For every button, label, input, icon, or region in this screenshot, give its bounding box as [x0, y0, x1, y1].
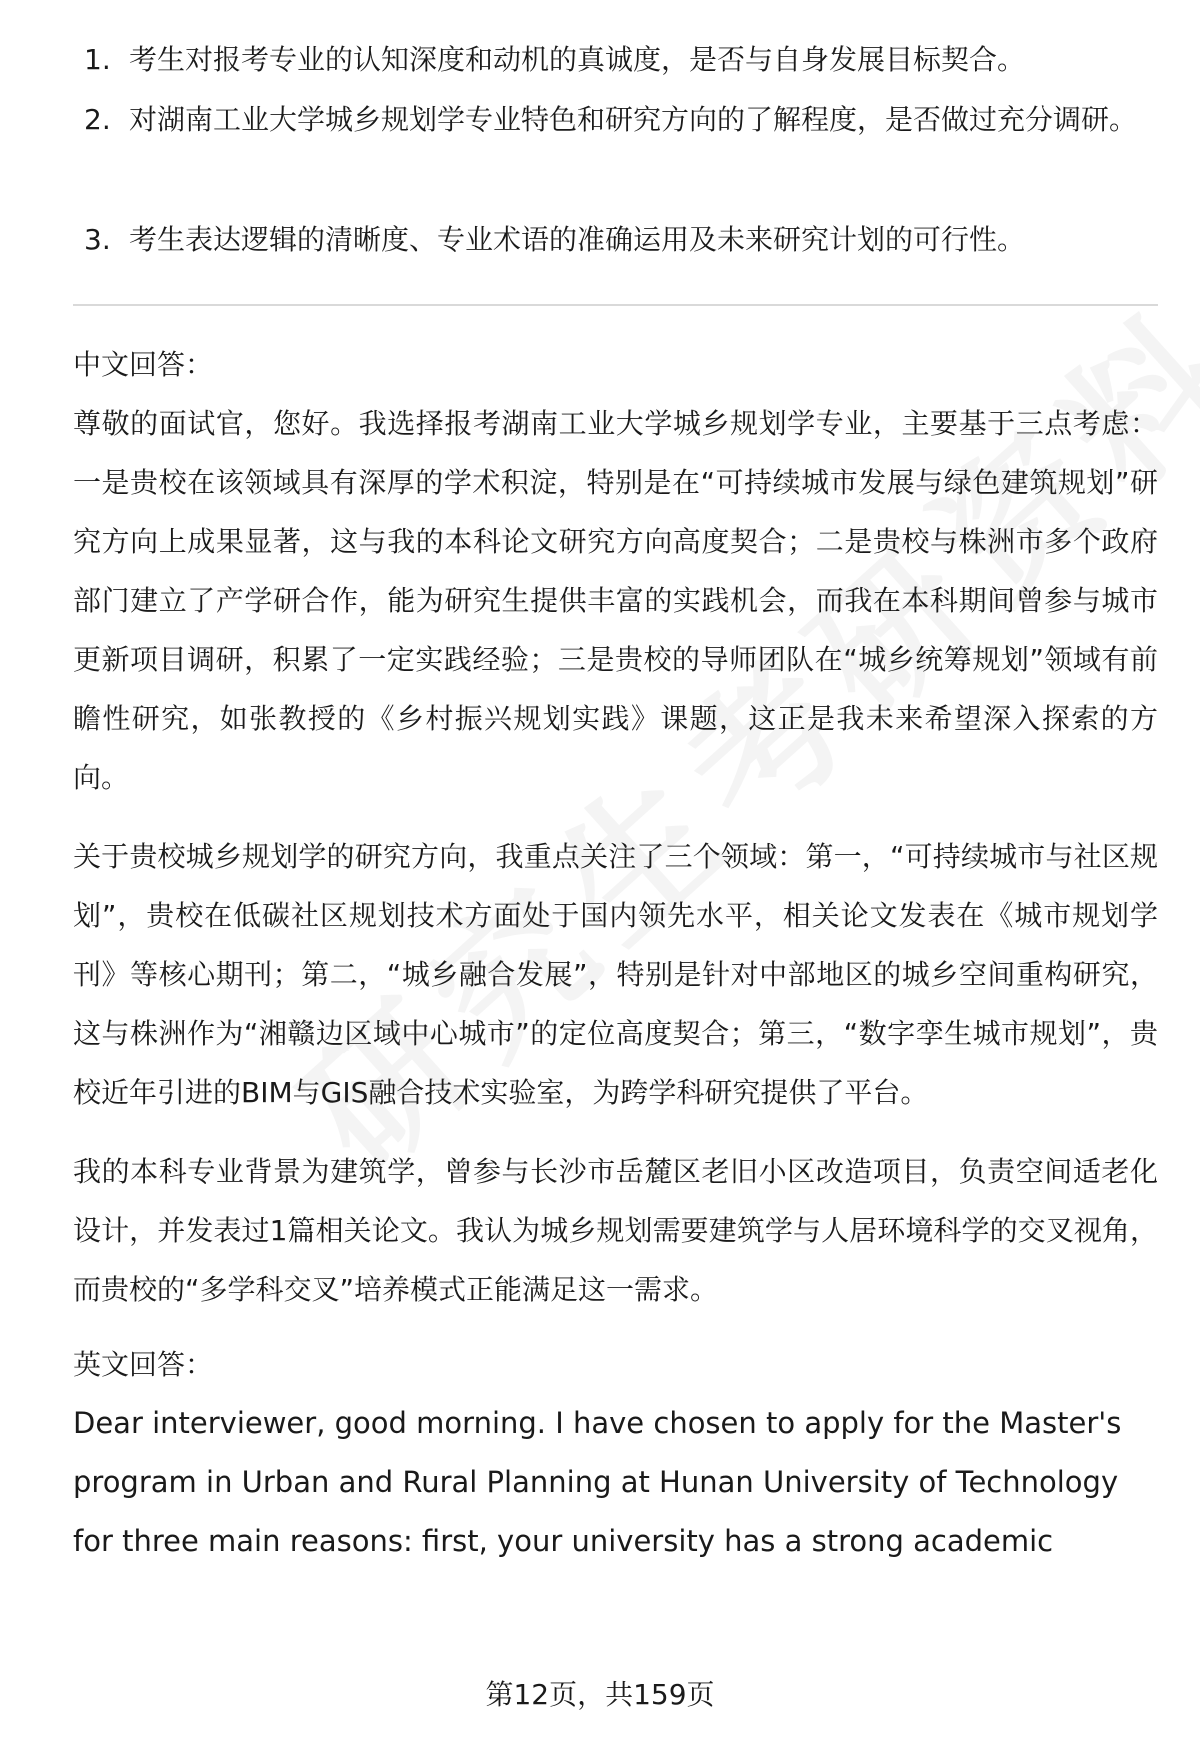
answers-section [73, 335, 1158, 1571]
list-text: 考生对报考专业的认知深度和动机的真诚度，是否与自身发展目标契合。 [129, 43, 1026, 76]
chinese-paragraph: 关于贵校城乡规划学的研究方向，我重点关注了三个领域：第一，“可持续城市与社区规划”，贵校在低碳社区规划技术方面处于国内领先水平，相关论文发表在《城市规划学刊》等核心期刊；第二，“城乡融合发展”，特别是针对中部地区的城乡空间重构研究，这与株洲作为“湘赣边区域中心城市”的定位高度契合；第三，“数字孪生城市规划”，贵校近年引进的BIM与GIS融合技术实验室，为跨学科研究提供了平台。 [73, 840, 1158, 1109]
list-number: 1. [84, 43, 111, 76]
list-text: 对湖南工业大学城乡规划学专业特色和研究方向的了解程度，是否做过充分调研。 [129, 103, 1138, 136]
page-footer: 第12页，共159页 [485, 1678, 715, 1711]
english-answer-heading: 英文回答： [73, 1348, 214, 1381]
list-item [0, 90, 1200, 150]
section-divider [73, 304, 1158, 306]
list-text: 考生表达逻辑的清晰度、专业术语的准确运用及未来研究计划的可行性。 [129, 223, 1026, 256]
chinese-paragraph: 我的本科专业背景为建筑学，曾参与长沙市岳麓区老旧小区改造项目，负责空间适老化设计，并发表过1篇相关论文。我认为城乡规划需要建筑学与人居环境科学的交叉视角，而贵校的“多学科交叉”培养模式正能满足这一需求。 [73, 1155, 1158, 1306]
chinese-paragraph: 尊敬的面试官，您好。我选择报考湖南工业大学城乡规划学专业，主要基于三点考虑：一是贵校在该领域具有深厚的学术积淀，特别是在“可持续城市发展与绿色建筑规划”研究方向上成果显著，这与我的本科论文研究方向高度契合；二是贵校与株洲市多个政府部门建立了产学研合作，能为研究生提供丰富的实践机会，而我在本科期间曾参与城市更新项目调研，积累了一定实践经验；三是贵校的导师团队在“城乡统筹规划”领域有前瞻性研究，如张教授的《乡村振兴规划实践》课题，这正是我未来希望深入探索的方向。 [73, 407, 1158, 794]
list-item [0, 210, 1200, 270]
chinese-answer-heading: 中文回答： [73, 348, 214, 381]
list-number: 2. [84, 103, 111, 136]
english-paragraph: Dear interviewer, good morning. I have chosen to apply for the Master's program in Urban and Rural Planning at Hunan University of Technology for three main reasons: first, your university has a strong academic [73, 1406, 1122, 1558]
list-number: 3. [84, 223, 111, 256]
list-item [0, 30, 1200, 90]
